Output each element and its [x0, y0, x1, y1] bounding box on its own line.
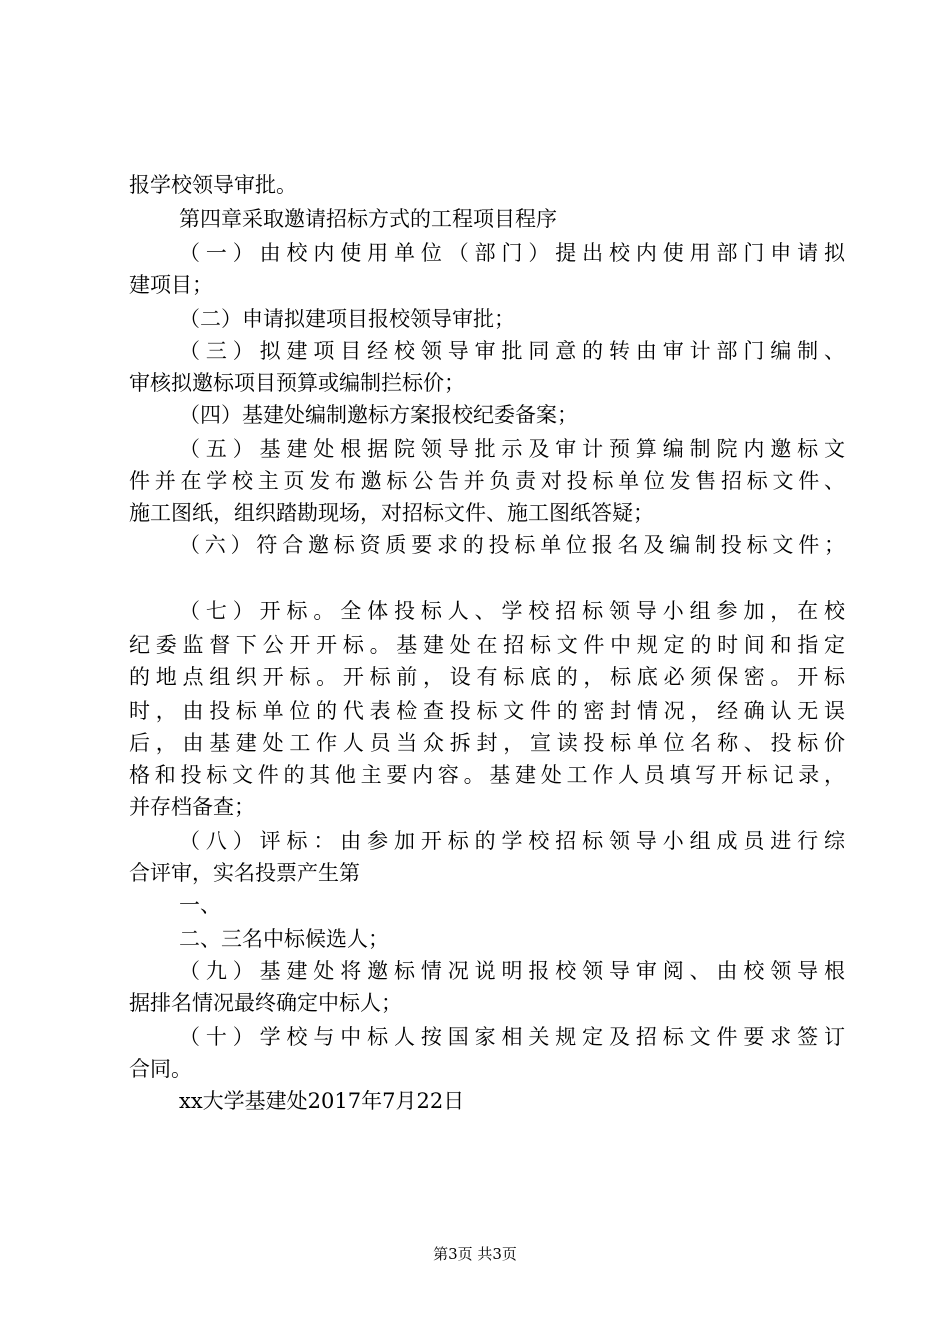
text-line-item-1-cont: 建项目； — [129, 273, 213, 297]
text-line-item-6: （六）符合邀标资质要求的投标单位报名及编制投标文件； — [179, 533, 845, 557]
text-line-item-7-cont: 并存档备查； — [129, 795, 255, 819]
text-line-item-2: （二）申请拟建项目报校领导审批； — [179, 307, 515, 331]
text-line-item-8: （八）评标：由参加开标的学校招标领导小组成员进行综 — [179, 829, 845, 853]
text-line-item-5-cont: 件并在学校主页发布邀标公告并负责对投标单位发售招标文件、 — [129, 469, 845, 493]
text-line-item-8-cont: 二、三名中标候选人； — [179, 927, 389, 951]
text-line-item-5-cont: 施工图纸，组织踏勘现场，对招标文件、施工图纸答疑； — [129, 501, 654, 525]
text-line-item-7-cont: 后，由基建处工作人员当众拆封，宣读投标单位名称、投标价 — [129, 731, 845, 755]
text-line-item-3-cont: 审核拟邀标项目预算或编制拦标价； — [129, 371, 465, 395]
text-line-item-7-cont: 时，由投标单位的代表检查投标文件的密封情况，经确认无误 — [129, 699, 845, 723]
text-line-continuation: 报学校领导审批。 — [129, 173, 297, 197]
text-line-item-7-cont: 纪委监督下公开开标。基建处在招标文件中规定的时间和指定 — [129, 633, 845, 657]
text-line-item-8-cont: 合评审，实名投票产生第 — [129, 861, 360, 885]
text-line-item-3: （三）拟建项目经校领导审批同意的转由审计部门编制、 — [179, 339, 845, 363]
text-line-item-5: （五）基建处根据院领导批示及审计预算编制院内邀标文 — [179, 437, 845, 461]
page-footer: 第3页 共3页 — [433, 1245, 517, 1263]
text-line-item-9: （九）基建处将邀标情况说明报校领导审阅、由校领导根 — [179, 959, 845, 983]
text-line-item-7: （七）开标。全体投标人、学校招标领导小组参加，在校 — [179, 599, 845, 623]
signature-date-line: xx大学基建处2017年7月22日 — [179, 1089, 465, 1113]
text-line-item-1: （一）由校内使用单位（部门）提出校内使用部门申请拟 — [179, 241, 845, 265]
text-line-item-4: （四）基建处编制邀标方案报校纪委备案； — [179, 403, 578, 427]
text-line-item-10: （十）学校与中标人按国家相关规定及招标文件要求签订 — [179, 1025, 845, 1049]
text-line-item-8-cont: 一、 — [179, 893, 221, 917]
text-line-item-10-cont: 合同。 — [129, 1057, 192, 1081]
text-line-item-7-cont: 的地点组织开标。开标前，设有标底的，标底必须保密。开标 — [129, 665, 845, 689]
text-line-item-9-cont: 据排名情况最终确定中标人； — [129, 991, 402, 1015]
text-line-item-7-cont: 格和投标文件的其他主要内容。基建处工作人员填写开标记录， — [129, 763, 845, 787]
chapter-heading: 第四章采取邀请招标方式的工程项目程序 — [179, 207, 557, 231]
